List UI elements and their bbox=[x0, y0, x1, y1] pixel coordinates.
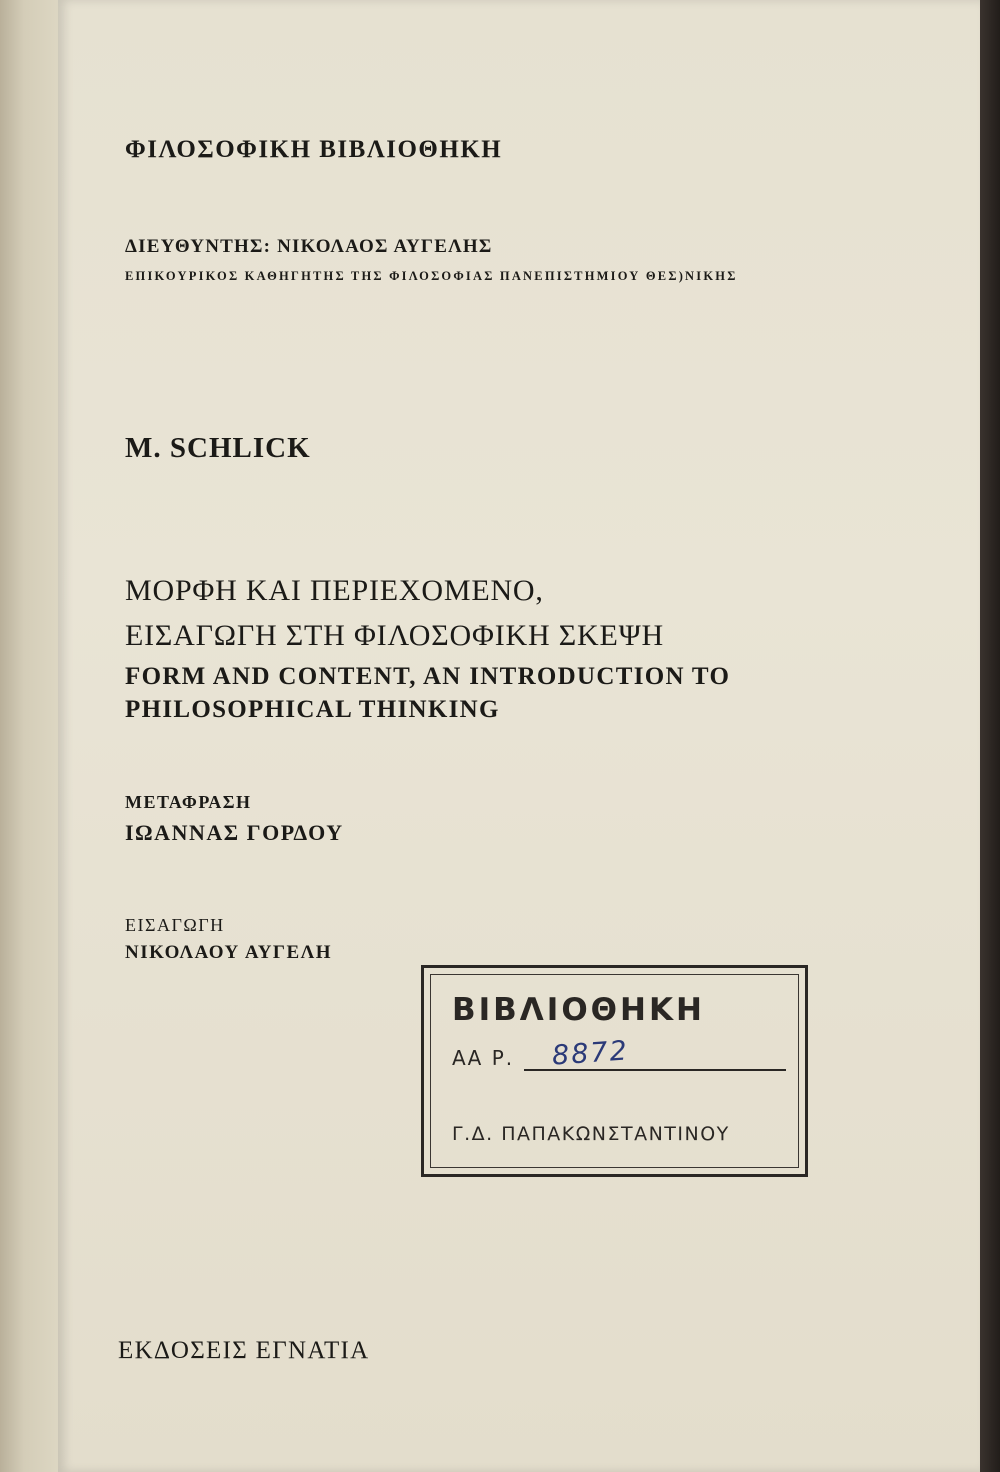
left-page-edge bbox=[0, 0, 60, 1472]
translator-name: ΙΩΑΝΝΑΣ ΓΟΡΔΟΥ bbox=[125, 820, 344, 845]
translation-label: ΜΕΤΑΦΡΑΣΗ bbox=[125, 792, 252, 812]
author-name: M. SCHLICK bbox=[125, 432, 311, 464]
greek-title-line-2: ΕΙΣΑΓΩΓΗ ΣΤΗ ΦΙΛΟΣΟΦΙΚΗ ΣΚΕΨΗ bbox=[125, 619, 664, 652]
handwritten-catalog-number: 8872 bbox=[551, 1035, 630, 1072]
book-cover-edge bbox=[980, 0, 1000, 1472]
publisher-name: ΕΚΔΟΣΕΙΣ ΕΓΝΑΤΙΑ bbox=[118, 1337, 370, 1364]
english-title-line-2: PHILOSOPHICAL THINKING bbox=[125, 696, 500, 723]
stamp-code-label: ΑΑ Ρ. bbox=[452, 1046, 515, 1070]
stamp-heading: ΒΙΒΛΙΟΘΗΚΗ bbox=[452, 992, 705, 1028]
series-director: ΔΙΕΥΘΥΝΤΗΣ: ΝΙΚΟΛΑΟΣ ΑΥΓΕΛΗΣ bbox=[125, 236, 493, 257]
greek-title-line-1: ΜΟΡΦΗ ΚΑΙ ΠΕΡΙΕΧΟΜΕΝΟ, bbox=[125, 574, 544, 607]
director-position: ΕΠΙΚΟΥΡΙΚΟΣ ΚΑΘΗΓΗΤΗΣ ΤΗΣ ΦΙΛΟΣΟΦΙΑΣ ΠΑΝΕΠΙΣΤΗΜΙΟΥ ΘΕΣ)ΝΙΚΗΣ bbox=[125, 269, 738, 283]
introduction-label: ΕΙΣΑΓΩΓΗ bbox=[125, 915, 225, 935]
english-title-line-1: FORM AND CONTENT, AN INTRODUCTION TO bbox=[125, 663, 731, 690]
library-stamp bbox=[421, 965, 808, 1177]
title-page bbox=[58, 0, 980, 1472]
stamp-owner-name: Γ.Δ. ΠΑΠΑΚΩΝΣΤΑΝΤΙΝΟΥ bbox=[452, 1123, 730, 1145]
introduction-author: ΝΙΚΟΛΑΟΥ ΑΥΓΕΛΗ bbox=[125, 942, 333, 963]
series-title: ΦΙΛΟΣΟΦΙΚΗ ΒΙΒΛΙΟΘΗΚΗ bbox=[125, 136, 503, 163]
